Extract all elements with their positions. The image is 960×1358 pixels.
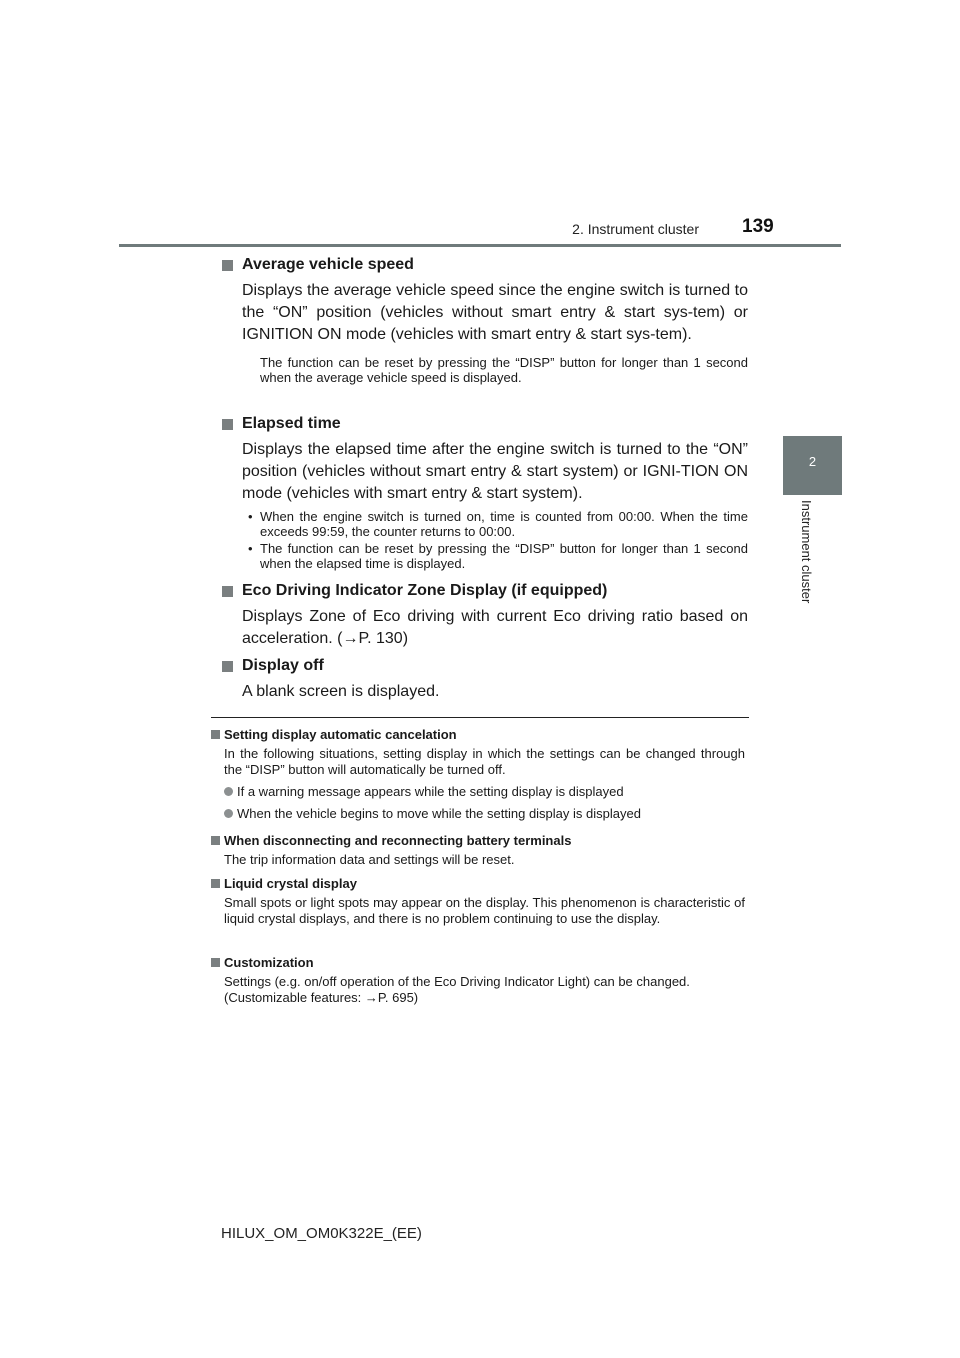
square-bullet-icon	[222, 586, 233, 597]
section-body: Displays Zone of Eco driving with current Eco driving ratio based on acceleration. (→P. 130)	[242, 608, 748, 647]
section-title: Average vehicle speed	[242, 256, 414, 273]
info-body: Settings (e.g. on/off operation of the Eco Driving Indicator Light) can be changed.	[224, 974, 690, 989]
square-bullet-icon	[211, 958, 220, 967]
info-divider	[211, 717, 749, 718]
section-title: Display off	[242, 657, 324, 674]
section-average-vehicle-speed	[222, 256, 748, 385]
info-battery-terminals	[211, 833, 745, 868]
chapter-title: Instrument cluster	[799, 500, 814, 604]
list-item: If a warning message appears while the setting display is displayed	[224, 784, 745, 800]
section-elapsed-time	[222, 415, 748, 573]
section-bullets	[252, 509, 748, 571]
section-display-off	[222, 657, 748, 703]
footer-doc-code: HILUX_OM_OM0K322E_(EE)	[221, 1225, 422, 1242]
square-bullet-icon	[222, 260, 233, 271]
square-bullet-icon	[222, 661, 233, 672]
header-divider	[119, 244, 841, 247]
page-number: 139	[742, 216, 774, 237]
info-title: Customization	[224, 955, 314, 970]
info-customization	[211, 955, 745, 1006]
chapter-tab	[783, 436, 842, 495]
info-body: In the following situations, setting display in which the settings can be changed through the “DISP” button will automatically be turned off.	[224, 746, 745, 777]
section-eco-driving-indicator	[222, 582, 748, 650]
section-title: Elapsed time	[242, 415, 341, 432]
list-item: • The function can be reset by pressing the “DISP” button for longer than 1 second when the elapsed time is displayed.	[252, 541, 748, 571]
info-body: Small spots or light spots may appear on the display. This phenomenon is characteristic of liquid crystal displays, and there is no problem continuing to use the display.	[224, 895, 745, 926]
square-bullet-icon	[211, 836, 220, 845]
info-setting-display-cancelation	[211, 727, 745, 822]
info-body-reference: (Customizable features: →P. 695)	[224, 990, 419, 1005]
list-item: When the vehicle begins to move while the setting display is displayed	[224, 806, 745, 822]
info-title: Liquid crystal display	[224, 876, 357, 891]
chapter-number: 2	[808, 454, 817, 469]
section-body: Displays the elapsed time after the engine switch is turned to the “ON” position (vehicles without smart entry & start system) or IGNI-TION ON mode (vehicles with smart entry & start system).	[242, 441, 748, 502]
square-bullet-icon	[211, 879, 220, 888]
info-body: The trip information data and settings will be reset.	[224, 852, 515, 867]
info-title: Setting display automatic cancelation	[224, 727, 457, 742]
square-bullet-icon	[222, 419, 233, 430]
section-body: Displays the average vehicle speed since the engine switch is turned to the “ON” position (vehicles without smart entry & start sys-tem) or IGNITION ON mode (vehicles with smart entry & start sys-tem).	[242, 282, 748, 343]
circle-bullet-icon	[224, 787, 233, 796]
info-liquid-crystal-display	[211, 876, 745, 927]
header-section-title: 2. Instrument cluster	[572, 221, 699, 237]
section-body: A blank screen is displayed.	[242, 683, 440, 700]
circle-bullet-icon	[224, 809, 233, 818]
list-item: • When the engine switch is turned on, time is counted from 00:00. When the time exceeds 99:59, the counter returns to 00:00.	[252, 509, 748, 539]
info-title: When disconnecting and reconnecting battery terminals	[224, 833, 572, 848]
section-title: Eco Driving Indicator Zone Display (if equipped)	[242, 582, 608, 599]
section-note: The function can be reset by pressing the “DISP” button for longer than 1 second when the average vehicle speed is displayed.	[260, 355, 748, 385]
square-bullet-icon	[211, 730, 220, 739]
